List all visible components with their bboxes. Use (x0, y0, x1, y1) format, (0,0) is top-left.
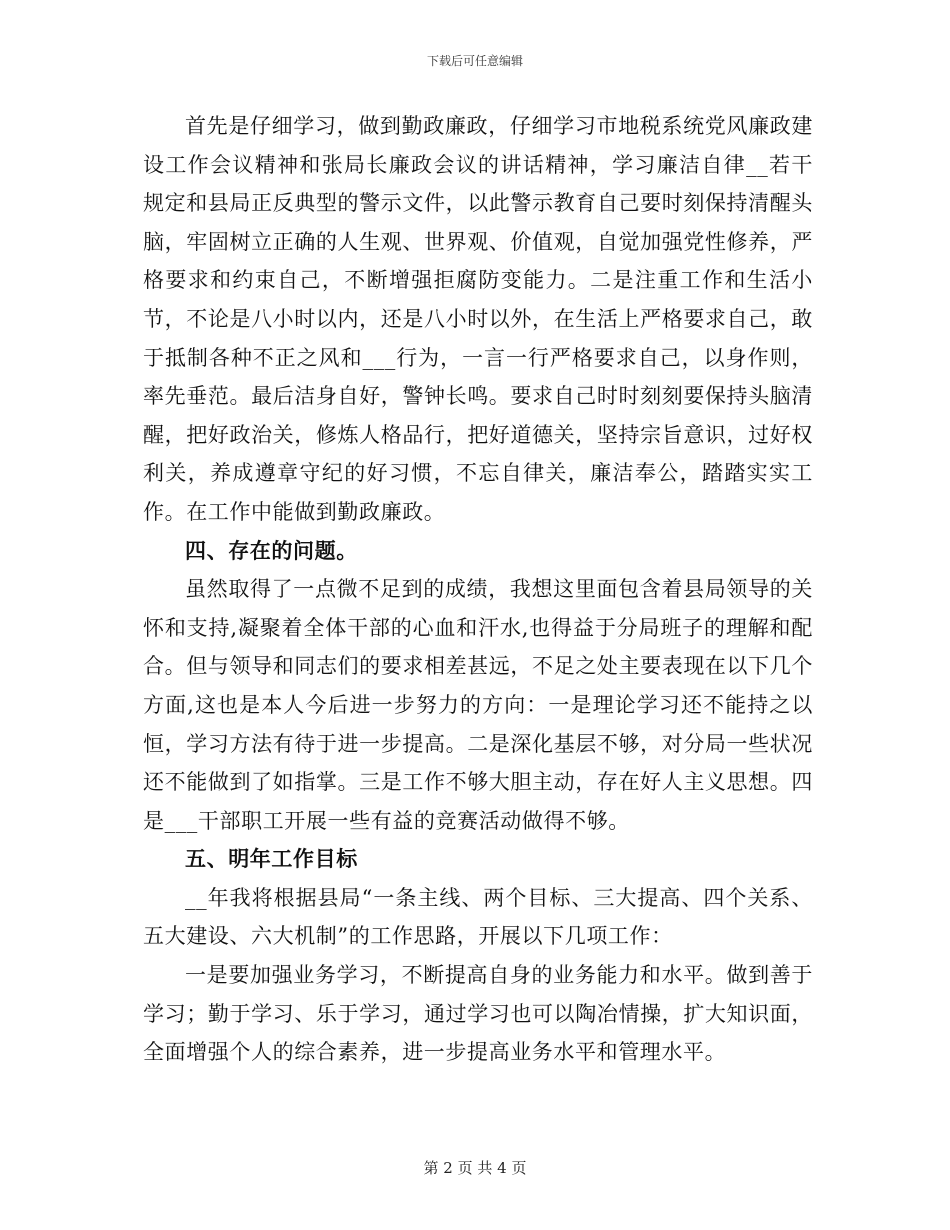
paragraph-integrity: 首先是仔细学习，做到勤政廉政，仔细学习市地税系统党风廉政建设工作会议精神和张局长廉政会议的讲话精神，学习廉洁自律__若干规定和县局正反典型的警示文件，以此警示教育自己要时刻保持清醒头脑，牢固树立正确的人生观、世界观、价值观，自觉加强党性修养，严格要求和约束自己，不断增强拒腐防变能力。二是注重工作和生活小节，不论是八小时以内，还是八小时以外，在生活上严格要求自己，敢于抵制各种不正之风和___行为，一言一行严格要求自己，以身作则，率先垂范。最后洁身自好，警钟长鸣。要求自己时时刻刻要保持头脑清醒，把好政治关，修炼人格品行，把好道德关，坚持宗旨意识，过好权利关，养成遵章守纪的好习惯，不忘自律关，廉洁奉公，踏踏实实工作。在工作中能做到勤政廉政。 (143, 114, 813, 524)
section-heading-problems: 四、存在的问题。 (185, 538, 358, 563)
page-header: 下载后可任意编辑 (426, 54, 523, 68)
section-heading-goals: 五、明年工作目标 (185, 847, 358, 872)
paragraph-problems: 虽然取得了一点微不足到的成绩，我想这里面包含着县局领导的关怀和支持,凝聚着全体干部的心血和汗水,也得益于分局班子的理解和配合。但与领导和同志们的要求相差甚远，不足之处主要表现在以下几个方面,这也是本人今后进一步努力的方向：一是理论学习还不能持之以恒，学习方法有待于进一步提高。二是深化基层不够，对分局一些状况还不能做到了如指掌。三是工作不够大胆主动，存在好人主义思想。四是___干部职工开展一些有益的竞赛活动做得不够。 (143, 577, 813, 833)
page-number: 第 2 页 共 4 页 (423, 1159, 527, 1177)
paragraph-goals-intro: __年我将根据县局“一条主线、两个目标、三大提高、四个关系、五大建设、六大机制”的工作思路，开展以下几项工作： (143, 885, 813, 949)
paragraph-goal-one: 一是要加强业务学习，不断提高自身的业务能力和水平。做到善于学习；勤于学习、乐于学习，通过学习也可以陶冶情操，扩大知识面，全面增强个人的综合素养，进一步提高业务水平和管理水平。 (143, 963, 813, 1065)
document-body (143, 107, 813, 1072)
